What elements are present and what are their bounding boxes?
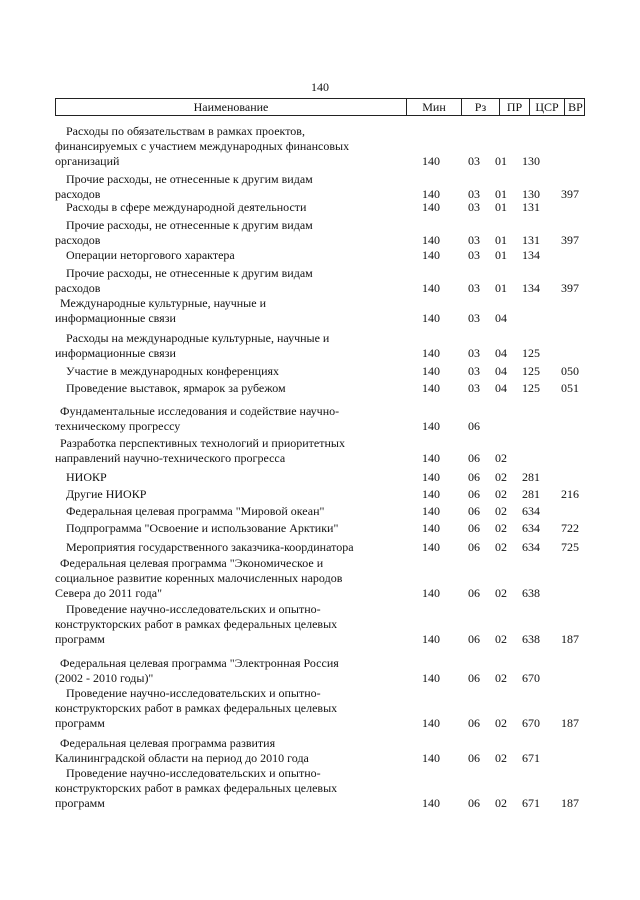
row-name-line: Федеральная целевая программа "Электронная Россия bbox=[60, 656, 339, 670]
row-name bbox=[55, 248, 395, 263]
row-vr-code: 397 bbox=[561, 233, 579, 247]
row-name bbox=[55, 487, 395, 502]
row-name-line: Проведение научно-исследовательских и опытно- bbox=[66, 766, 321, 780]
row-pr-code: 02 bbox=[495, 632, 507, 646]
row-rz-code: 06 bbox=[468, 751, 480, 765]
row-pr-code: 01 bbox=[495, 200, 507, 214]
row-min-code: 140 bbox=[422, 248, 440, 262]
row-pr-code: 01 bbox=[495, 233, 507, 247]
row-name-line: Участие в международных конференциях bbox=[66, 364, 280, 378]
header-name: Наименование bbox=[193, 100, 269, 114]
row-vr-code: 050 bbox=[561, 364, 579, 378]
row-rz-code: 03 bbox=[468, 248, 480, 262]
row-rz-code: 03 bbox=[468, 233, 480, 247]
row-name bbox=[55, 436, 395, 466]
row-name-line: организаций bbox=[55, 154, 120, 168]
row-min-code: 140 bbox=[422, 187, 440, 201]
row-min-code: 140 bbox=[422, 632, 440, 646]
row-vr-code: 187 bbox=[561, 796, 579, 810]
row-name-line: программ bbox=[55, 796, 105, 810]
row-name-line: Федеральная целевая программа развития bbox=[60, 736, 276, 750]
row-csr-code: 134 bbox=[522, 248, 540, 262]
row-rz-code: 06 bbox=[468, 632, 480, 646]
row-csr-code: 130 bbox=[522, 154, 540, 168]
row-name-line: программ bbox=[55, 716, 105, 730]
row-csr-code: 134 bbox=[522, 281, 540, 295]
row-csr-code: 638 bbox=[522, 632, 540, 646]
row-name bbox=[55, 656, 395, 686]
row-csr-code: 131 bbox=[522, 233, 540, 247]
row-vr-code: 725 bbox=[561, 540, 579, 554]
row-name-line: Фундаментальные исследования и содействие научно- bbox=[60, 404, 340, 418]
row-min-code: 140 bbox=[422, 751, 440, 765]
row-min-code: 140 bbox=[422, 281, 440, 295]
row-csr-code: 634 bbox=[522, 504, 540, 518]
header-min: Мин bbox=[406, 99, 461, 115]
row-pr-code: 01 bbox=[495, 248, 507, 262]
row-pr-code: 02 bbox=[495, 487, 507, 501]
row-name-line: финансируемых с участием международных финансовых bbox=[55, 139, 350, 153]
row-name-line: Проведение выставок, ярмарок за рубежом bbox=[66, 381, 286, 395]
header-csr: ЦСР bbox=[529, 99, 564, 115]
row-pr-code: 02 bbox=[495, 586, 507, 600]
row-pr-code: 02 bbox=[495, 671, 507, 685]
row-name-line: НИОКР bbox=[66, 470, 107, 484]
row-vr-code: 187 bbox=[561, 632, 579, 646]
row-pr-code: 04 bbox=[495, 346, 507, 360]
row-rz-code: 06 bbox=[468, 504, 480, 518]
row-min-code: 140 bbox=[422, 504, 440, 518]
row-name bbox=[55, 331, 395, 361]
row-name-line: Разработка перспективных технологий и приоритетных bbox=[60, 436, 345, 450]
row-rz-code: 06 bbox=[468, 586, 480, 600]
row-min-code: 140 bbox=[422, 671, 440, 685]
row-name bbox=[55, 686, 395, 731]
row-name bbox=[55, 504, 395, 519]
page-number: 140 bbox=[311, 80, 329, 94]
row-name-line: Федеральная целевая программа "Мировой океан" bbox=[66, 504, 325, 518]
row-rz-code: 03 bbox=[468, 346, 480, 360]
row-csr-code: 131 bbox=[522, 200, 540, 214]
row-rz-code: 03 bbox=[468, 200, 480, 214]
row-csr-code: 634 bbox=[522, 521, 540, 535]
row-name-line: Подпрограмма "Освоение и использование Арктики" bbox=[66, 521, 339, 535]
row-min-code: 140 bbox=[422, 451, 440, 465]
row-pr-code: 02 bbox=[495, 521, 507, 535]
row-name bbox=[55, 218, 395, 248]
row-rz-code: 03 bbox=[468, 154, 480, 168]
row-csr-code: 671 bbox=[522, 796, 540, 810]
row-name-line: Проведение научно-исследовательских и опытно- bbox=[66, 686, 321, 700]
row-name bbox=[55, 266, 395, 296]
row-min-code: 140 bbox=[422, 540, 440, 554]
row-name bbox=[55, 364, 395, 379]
row-csr-code: 125 bbox=[522, 346, 540, 360]
row-name-line: Расходы в сфере международной деятельности bbox=[66, 200, 307, 214]
row-name-line: конструкторских работ в рамках федеральных целевых bbox=[55, 701, 338, 715]
row-min-code: 140 bbox=[422, 586, 440, 600]
row-name bbox=[55, 200, 395, 215]
row-min-code: 140 bbox=[422, 470, 440, 484]
row-name-line: социальное развитие коренных малочисленных народов bbox=[55, 571, 343, 585]
row-rz-code: 03 bbox=[468, 364, 480, 378]
row-pr-code: 02 bbox=[495, 470, 507, 484]
row-name bbox=[55, 556, 395, 601]
row-rz-code: 06 bbox=[468, 487, 480, 501]
row-rz-code: 06 bbox=[468, 419, 480, 433]
row-csr-code: 671 bbox=[522, 751, 540, 765]
row-csr-code: 125 bbox=[522, 364, 540, 378]
row-name-line: (2002 - 2010 годы)" bbox=[55, 671, 154, 685]
row-pr-code: 02 bbox=[495, 751, 507, 765]
row-name-line: информационные связи bbox=[55, 311, 176, 325]
row-vr-code: 051 bbox=[561, 381, 579, 395]
row-name-line: Международные культурные, научные и bbox=[60, 296, 266, 310]
row-vr-code: 216 bbox=[561, 487, 579, 501]
row-name-line: Другие НИОКР bbox=[66, 487, 147, 501]
row-csr-code: 634 bbox=[522, 540, 540, 554]
row-rz-code: 03 bbox=[468, 281, 480, 295]
row-name-line: Прочие расходы, не отнесенные к другим видам bbox=[66, 218, 313, 232]
row-name bbox=[55, 296, 395, 326]
row-name bbox=[55, 766, 395, 811]
row-min-code: 140 bbox=[422, 381, 440, 395]
row-min-code: 140 bbox=[422, 716, 440, 730]
row-rz-code: 03 bbox=[468, 187, 480, 201]
row-csr-code: 638 bbox=[522, 586, 540, 600]
row-rz-code: 06 bbox=[468, 470, 480, 484]
row-min-code: 140 bbox=[422, 796, 440, 810]
row-min-code: 140 bbox=[422, 346, 440, 360]
row-rz-code: 03 bbox=[468, 311, 480, 325]
row-name-line: Расходы по обязательствам в рамках проектов, bbox=[66, 124, 305, 138]
row-pr-code: 04 bbox=[495, 311, 507, 325]
row-name-line: Федеральная целевая программа "Экономическое и bbox=[60, 556, 324, 570]
row-name-line: расходов bbox=[55, 281, 101, 295]
row-name-line: техническому прогрессу bbox=[55, 419, 181, 433]
row-name-line: Прочие расходы, не отнесенные к другим видам bbox=[66, 172, 313, 186]
row-name-line: расходов bbox=[55, 233, 101, 247]
row-name-line: расходов bbox=[55, 187, 101, 201]
row-min-code: 140 bbox=[422, 154, 440, 168]
row-name bbox=[55, 404, 395, 434]
row-vr-code: 722 bbox=[561, 521, 579, 535]
row-csr-code: 281 bbox=[522, 487, 540, 501]
row-vr-code: 397 bbox=[561, 187, 579, 201]
row-name-line: Расходы на международные культурные, научные и bbox=[66, 331, 330, 345]
row-name-line: информационные связи bbox=[55, 346, 176, 360]
header-vr: ВР bbox=[564, 99, 586, 115]
row-min-code: 140 bbox=[422, 233, 440, 247]
row-rz-code: 06 bbox=[468, 521, 480, 535]
row-name bbox=[55, 521, 395, 536]
row-rz-code: 06 bbox=[468, 796, 480, 810]
row-csr-code: 670 bbox=[522, 716, 540, 730]
row-pr-code: 01 bbox=[495, 281, 507, 295]
row-rz-code: 06 bbox=[468, 540, 480, 554]
row-pr-code: 01 bbox=[495, 154, 507, 168]
header-pr: ПР bbox=[499, 99, 529, 115]
row-pr-code: 02 bbox=[495, 504, 507, 518]
row-name-line: Севера до 2011 года" bbox=[55, 586, 162, 600]
row-vr-code: 397 bbox=[561, 281, 579, 295]
row-csr-code: 125 bbox=[522, 381, 540, 395]
row-pr-code: 02 bbox=[495, 540, 507, 554]
row-rz-code: 06 bbox=[468, 451, 480, 465]
row-rz-code: 03 bbox=[468, 381, 480, 395]
row-pr-code: 02 bbox=[495, 716, 507, 730]
row-min-code: 140 bbox=[422, 364, 440, 378]
row-name-line: конструкторских работ в рамках федеральных целевых bbox=[55, 617, 338, 631]
row-name-line: Мероприятия государственного заказчика-координатора bbox=[66, 540, 354, 554]
row-rz-code: 06 bbox=[468, 671, 480, 685]
row-csr-code: 130 bbox=[522, 187, 540, 201]
row-name-line: направлений научно-технического прогресса bbox=[55, 451, 286, 465]
row-rz-code: 06 bbox=[468, 716, 480, 730]
row-name-line: Проведение научно-исследовательских и опытно- bbox=[66, 602, 321, 616]
row-name bbox=[55, 540, 395, 555]
header-rz: Рз bbox=[461, 99, 499, 115]
row-name-line: конструкторских работ в рамках федеральных целевых bbox=[55, 781, 338, 795]
row-pr-code: 04 bbox=[495, 381, 507, 395]
row-name-line: Калининградской области на период до 2010 года bbox=[55, 751, 309, 765]
row-vr-code: 187 bbox=[561, 716, 579, 730]
row-pr-code: 04 bbox=[495, 364, 507, 378]
row-name-line: Операции неторгового характера bbox=[66, 248, 235, 262]
row-name bbox=[55, 602, 395, 647]
row-pr-code: 02 bbox=[495, 796, 507, 810]
row-csr-code: 281 bbox=[522, 470, 540, 484]
row-pr-code: 01 bbox=[495, 187, 507, 201]
row-pr-code: 02 bbox=[495, 451, 507, 465]
row-name bbox=[55, 736, 395, 766]
row-min-code: 140 bbox=[422, 419, 440, 433]
row-min-code: 140 bbox=[422, 200, 440, 214]
row-name bbox=[55, 124, 395, 169]
row-name bbox=[55, 381, 395, 396]
row-name-line: программ bbox=[55, 632, 105, 646]
row-name bbox=[55, 172, 395, 202]
row-min-code: 140 bbox=[422, 311, 440, 325]
row-min-code: 140 bbox=[422, 521, 440, 535]
row-name-line: Прочие расходы, не отнесенные к другим видам bbox=[66, 266, 313, 280]
row-csr-code: 670 bbox=[522, 671, 540, 685]
row-min-code: 140 bbox=[422, 487, 440, 501]
row-name bbox=[55, 470, 395, 485]
